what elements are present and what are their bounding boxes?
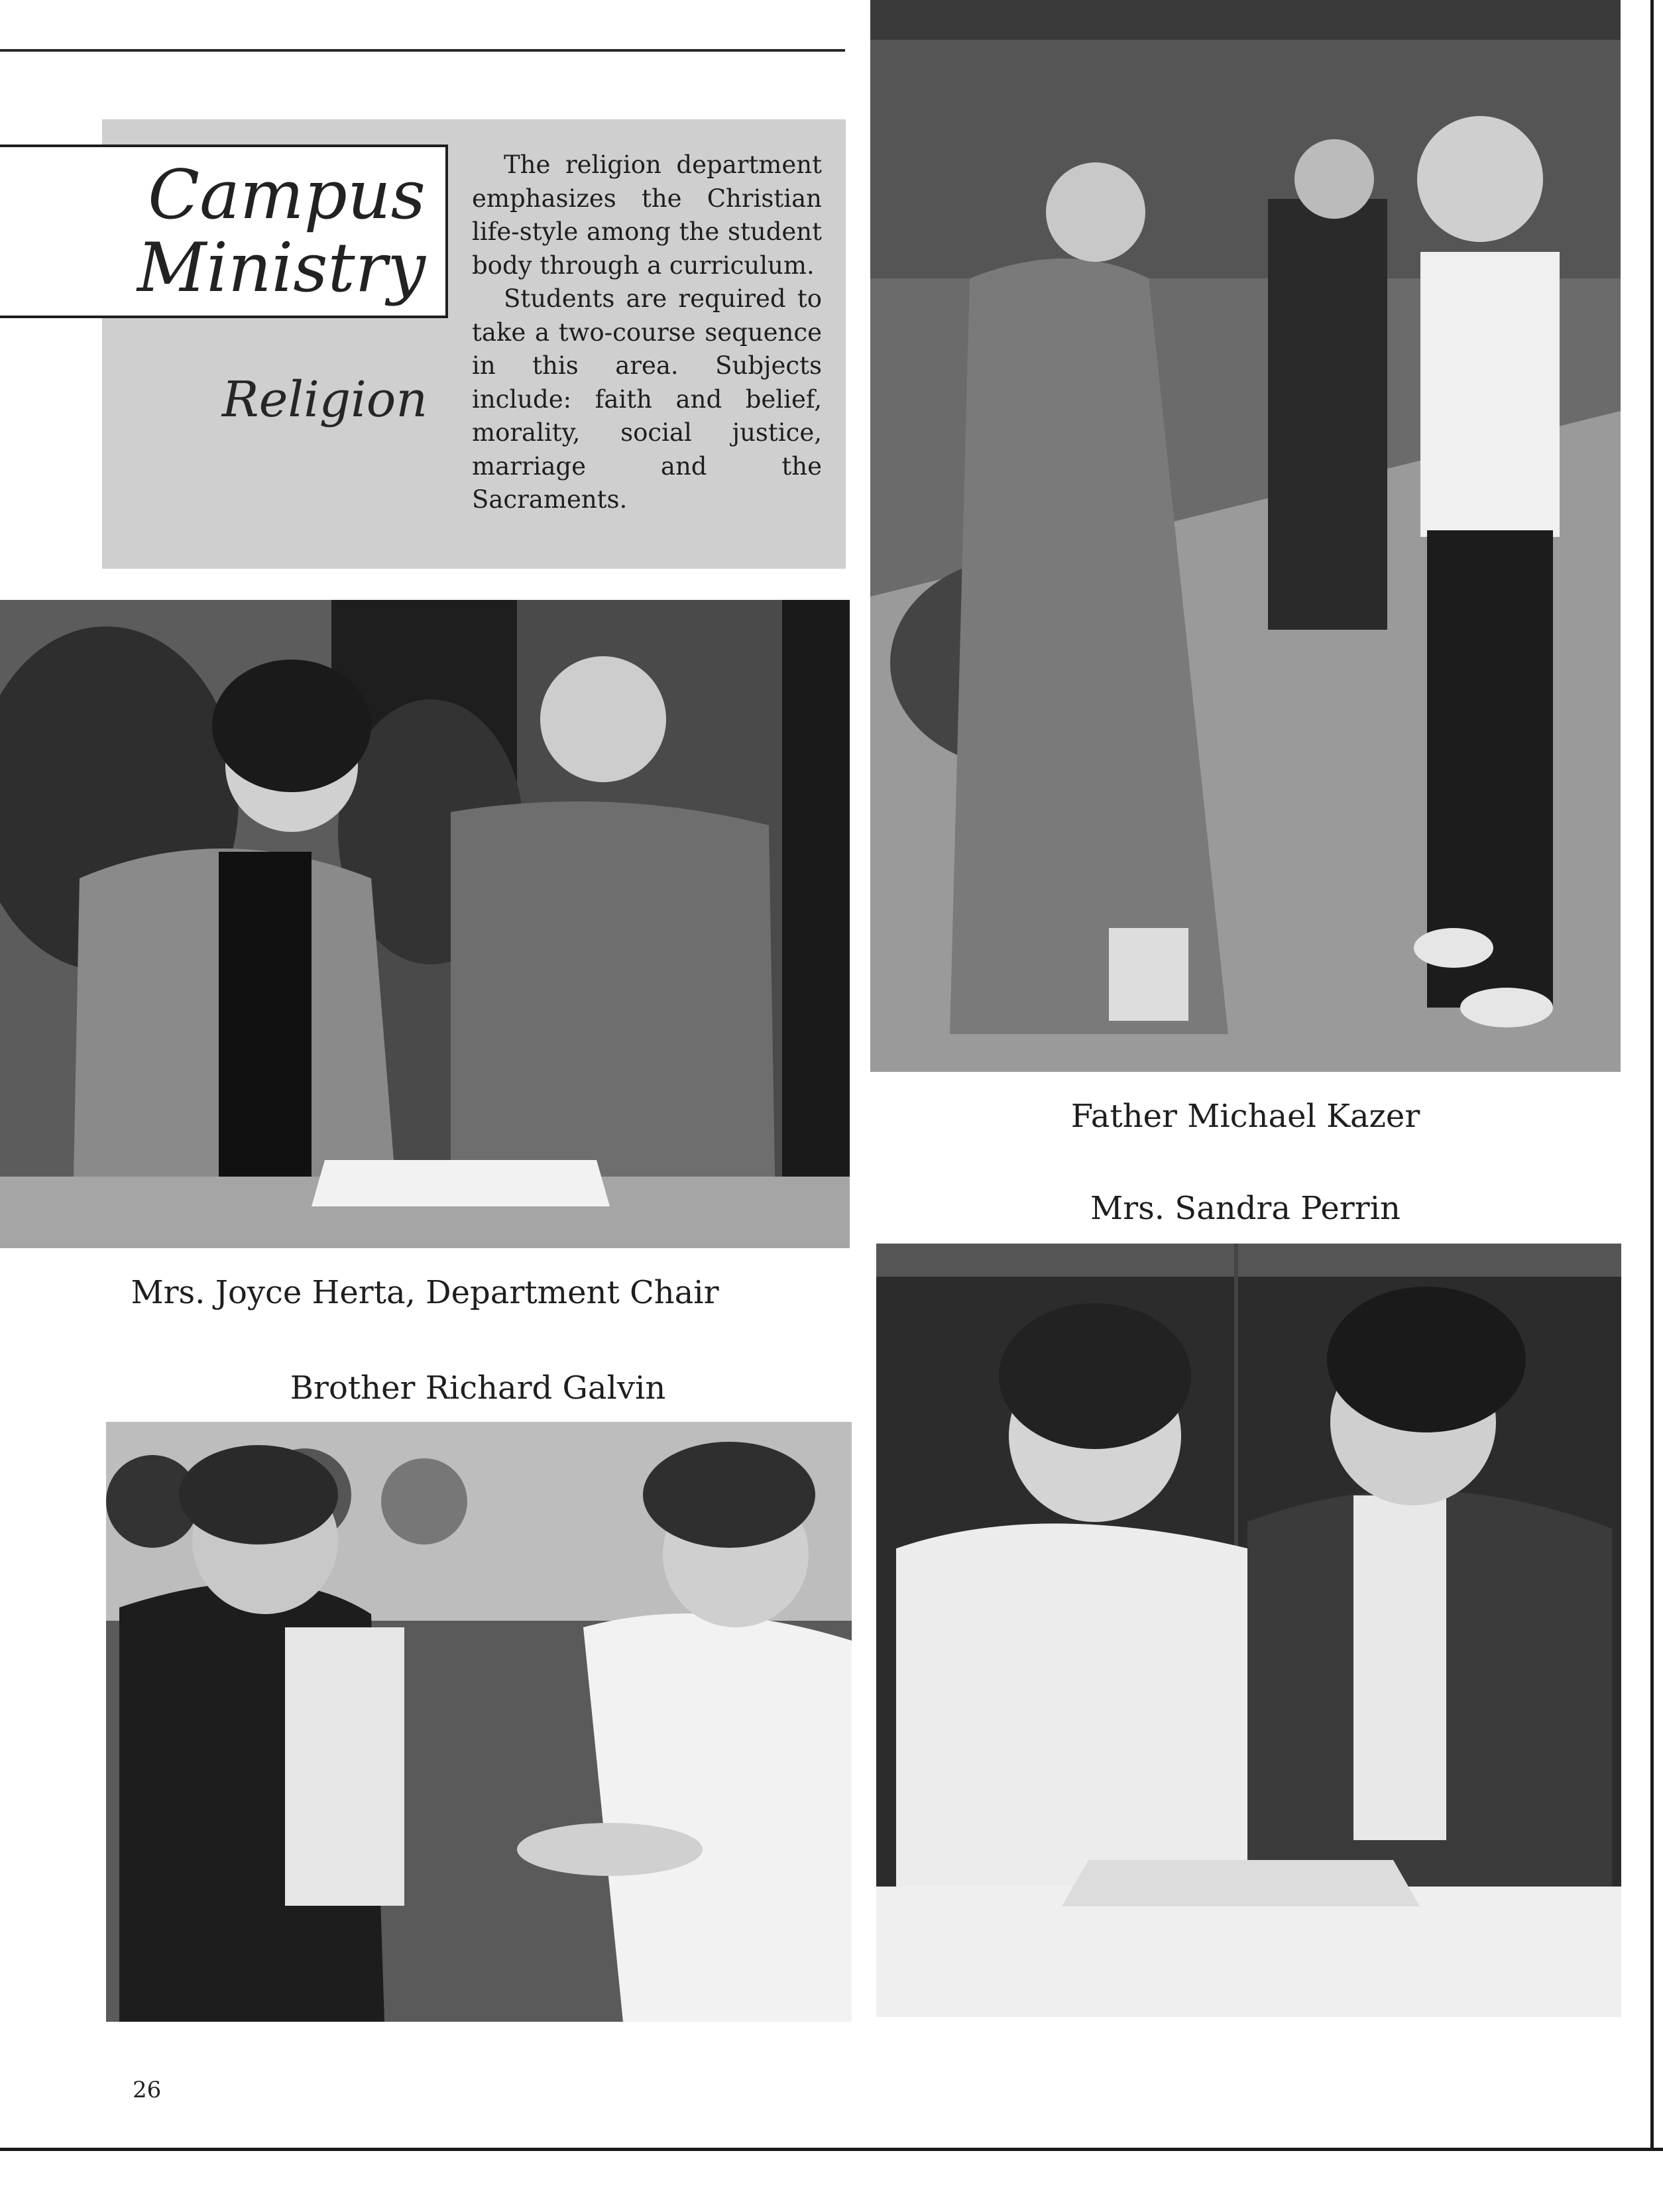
intro-text [472, 148, 822, 517]
right-rule [1650, 0, 1654, 2151]
title-line-2: Ministry [137, 229, 426, 308]
caption-joyce-herta: Mrs. Joyce Herta, Department Chair [131, 1274, 719, 1311]
caption-father-kazer: Father Michael Kazer [1070, 1098, 1420, 1135]
caption-richard-galvin: Brother Richard Galvin [290, 1369, 666, 1407]
intro-paragraph-2: Students are required to take a two-course sequence in this area. Subjects include: faith and belief, morality, social justice, marriage and the Sacraments. [472, 284, 822, 514]
bottom-rule [0, 2148, 1663, 2151]
top-rule [0, 49, 845, 52]
caption-sandra-perrin: Mrs. Sandra Perrin [1090, 1190, 1401, 1227]
intro-paragraph-1: The religion department emphasizes the Christian life-style among the student body through a curriculum. [472, 150, 822, 280]
photo-richard-galvin [106, 1422, 852, 2022]
photo-father-kazer [870, 0, 1621, 1072]
photo-joyce-herta-image [0, 600, 850, 1248]
section-title [137, 156, 426, 308]
photo-sandra-perrin-image [876, 1244, 1621, 2017]
photo-father-kazer-image [870, 0, 1621, 1072]
photo-sandra-perrin [876, 1244, 1621, 2017]
title-line-1: Campus [148, 156, 426, 235]
photo-richard-galvin-image [106, 1422, 852, 2022]
section-title-box [0, 145, 448, 318]
photo-joyce-herta [0, 600, 850, 1248]
subtitle: Religion [221, 371, 428, 428]
page-number: 26 [133, 2077, 162, 2103]
